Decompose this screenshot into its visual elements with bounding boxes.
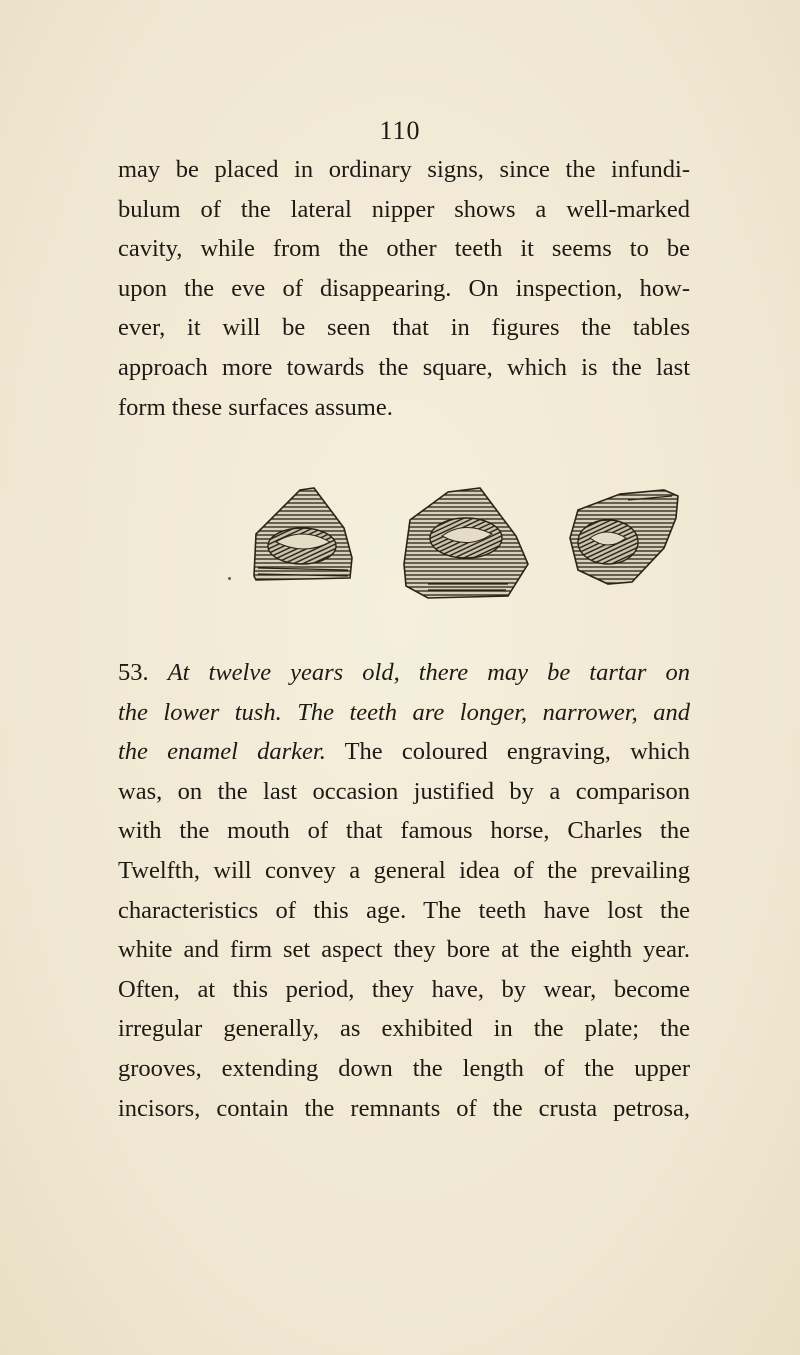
paragraph-1 [118, 150, 690, 427]
print-speck [228, 577, 231, 580]
text-line: Often, at this period, they have, by wear, become [118, 975, 690, 1003]
text-run: The coloured engraving, which [325, 738, 690, 766]
text-line: white and firm set aspect they bore at the eighth year. [118, 936, 690, 964]
text-line: grooves, extending down the length of the upper [118, 1054, 690, 1082]
tooth-table-2-icon [404, 488, 528, 598]
text-line: upon the eve of disappearing. On inspection, how- [118, 274, 690, 302]
page-number: 110 [379, 116, 421, 145]
text-line: cavity, while from the other teeth it seems to be [118, 235, 690, 263]
tooth-table-3-icon [570, 490, 678, 584]
text-line: may be placed in ordinary signs, since the infundi- [118, 156, 690, 183]
section-number: 53. [118, 659, 149, 686]
italic-heading: At twelve years old, there may be tartar on [167, 659, 691, 686]
tooth-table-figures [240, 486, 700, 606]
text-line: characteristics of this age. The teeth have lost the [118, 896, 690, 924]
text-line: the lower tush. The teeth are longer, narrower, and [118, 698, 690, 726]
text-line: approach more towards the square, which is the last [118, 353, 690, 381]
text-line: was, on the last occasion justified by a comparison [118, 777, 690, 805]
text-line: bulum of the lateral nipper shows a well-marked [118, 195, 690, 223]
text-line: form these surfaces assume. [118, 393, 393, 421]
text-line: irregular generally, as exhibited in the plate; the [118, 1015, 690, 1043]
text-line: incisors, contain the remnants of the crusta petrosa, [118, 1094, 690, 1122]
italic-heading: the enamel darker. [118, 738, 326, 766]
text-line [118, 653, 690, 693]
text-line [118, 732, 690, 772]
text-line: Twelfth, will convey a general idea of the prevailing [118, 856, 690, 884]
text-line: with the mouth of that famous horse, Charles the [118, 817, 690, 845]
paragraph-2 [118, 653, 690, 1128]
text-line: ever, it will be seen that in figures the tables [118, 314, 690, 342]
tooth-table-1-icon [254, 488, 352, 580]
